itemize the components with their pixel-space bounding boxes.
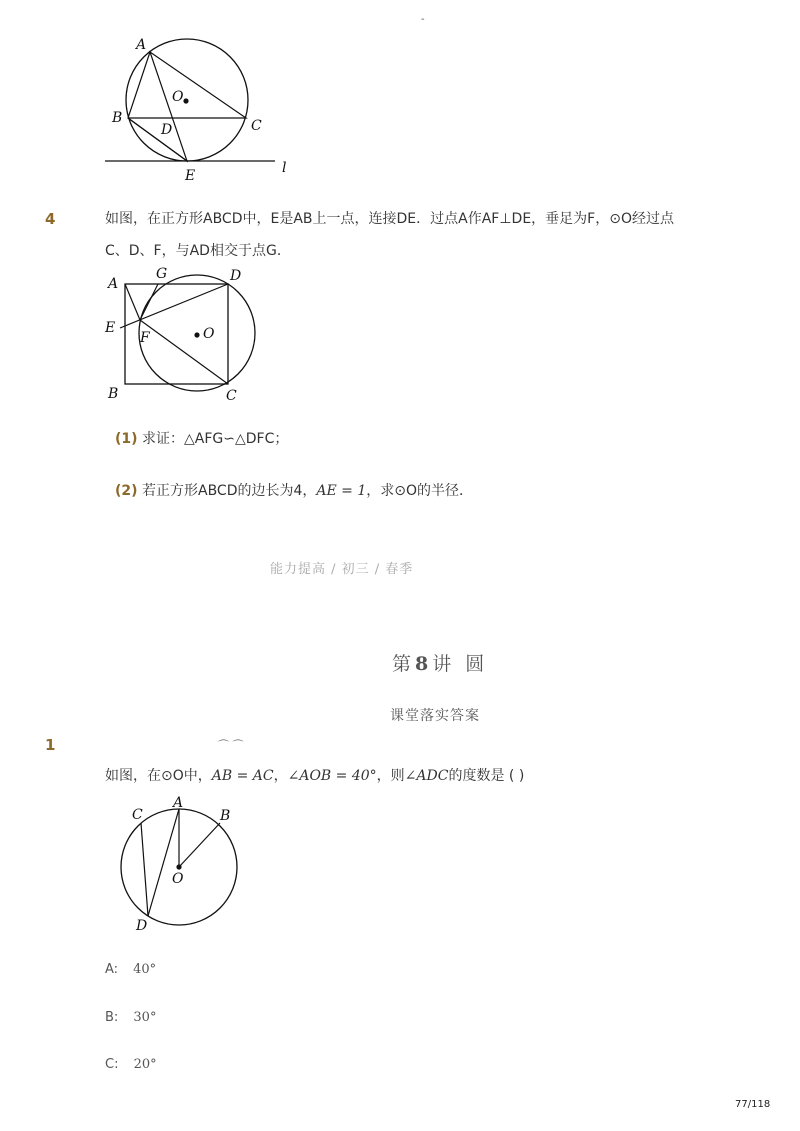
q1-sep: ， <box>273 768 288 784</box>
option-a[interactable] <box>105 958 156 977</box>
option-a-label: A: <box>105 962 119 977</box>
segment-fc <box>140 320 228 384</box>
center-dot <box>194 332 199 337</box>
label-d: D <box>161 122 173 138</box>
label-c: C <box>226 388 237 404</box>
label-a: A <box>173 795 184 811</box>
label-a: A <box>108 276 119 292</box>
chapter-suffix: 讲 圆 <box>432 653 489 675</box>
question-number: 4 <box>45 210 56 228</box>
label-b: B <box>108 386 119 402</box>
sub-question-2-label: (2) <box>115 483 138 499</box>
question-text-line2: C、D、F，与AD相交于点G． <box>105 243 291 259</box>
top-mark: - <box>421 14 425 25</box>
option-c[interactable] <box>105 1053 157 1072</box>
center-dot <box>176 864 181 869</box>
label-e: E <box>105 320 116 336</box>
label-a: A <box>136 37 147 53</box>
segment-ob <box>179 823 220 867</box>
segment-de <box>120 284 228 328</box>
option-a-value: 40° <box>133 962 157 977</box>
chapter-title <box>392 649 488 676</box>
option-b-label: B: <box>105 1010 119 1025</box>
sub-question-2 <box>115 480 473 500</box>
chapter-prefix: 第 <box>392 653 416 675</box>
center-dot <box>183 98 188 103</box>
segment-cd <box>141 823 148 916</box>
q1-math-3: ∠ADC <box>404 768 449 784</box>
figure-circle-tangent <box>100 30 300 190</box>
q1-text-before: 如图，在⊙O中， <box>105 768 212 784</box>
sub-question-1-label: (1) <box>115 431 138 447</box>
question-text-line1: 如图，在正方形ABCD中，E是AB上一点，连接DE．过点A作AF⊥DE，垂足为F，⊙O经过点 <box>105 211 674 227</box>
label-d: D <box>136 918 148 934</box>
page-number: 77/118 <box>735 1099 771 1110</box>
label-o: O <box>203 326 215 342</box>
segment-af <box>125 284 140 320</box>
page-footer-text: 能力提高 / 初三 / 春季 <box>270 562 414 577</box>
question-number: 1 <box>45 736 56 754</box>
label-e: E <box>185 168 196 184</box>
question-1-text <box>105 766 524 786</box>
segment-fg <box>140 284 158 320</box>
sub-question-1 <box>115 428 288 448</box>
arc-marks: ⌒ ⌒ <box>218 739 244 752</box>
q1-math-2: ∠AOB = 40° <box>287 768 377 784</box>
chapter-number: 8 <box>415 653 433 675</box>
sub-question-2-math: AE = 1 <box>316 483 367 499</box>
q1-text-after: 的度数是 ( ) <box>448 768 525 784</box>
label-c: C <box>132 807 143 823</box>
option-b-value: 30° <box>133 1010 157 1025</box>
label-f: F <box>140 330 150 346</box>
option-c-value: 20° <box>133 1057 157 1072</box>
figure-square-circle <box>100 262 270 407</box>
segment-da <box>148 809 179 916</box>
sub-question-2-text-before: 若正方形ABCD的边长为4， <box>142 483 317 499</box>
option-b[interactable] <box>105 1006 156 1025</box>
label-c: C <box>251 118 262 134</box>
label-g: G <box>156 266 168 282</box>
label-l: l <box>282 160 287 176</box>
label-o: O <box>172 871 184 887</box>
q1-math-1: AB = AC <box>211 768 274 784</box>
label-b: B <box>220 808 231 824</box>
figure-circle-angle <box>110 790 250 935</box>
segment-be <box>128 118 187 161</box>
q1-text-mid: ，则 <box>376 768 405 784</box>
section-title: 课堂落实答案 <box>390 708 480 724</box>
label-d: D <box>230 268 242 284</box>
sub-question-2-text-after: ，求⊙O的半径． <box>366 483 474 499</box>
option-c-label: C: <box>105 1057 119 1072</box>
label-b: B <box>112 110 123 126</box>
label-o: O <box>172 89 184 105</box>
sub-question-1-text: 求证：△AFG∽△DFC； <box>142 431 289 447</box>
